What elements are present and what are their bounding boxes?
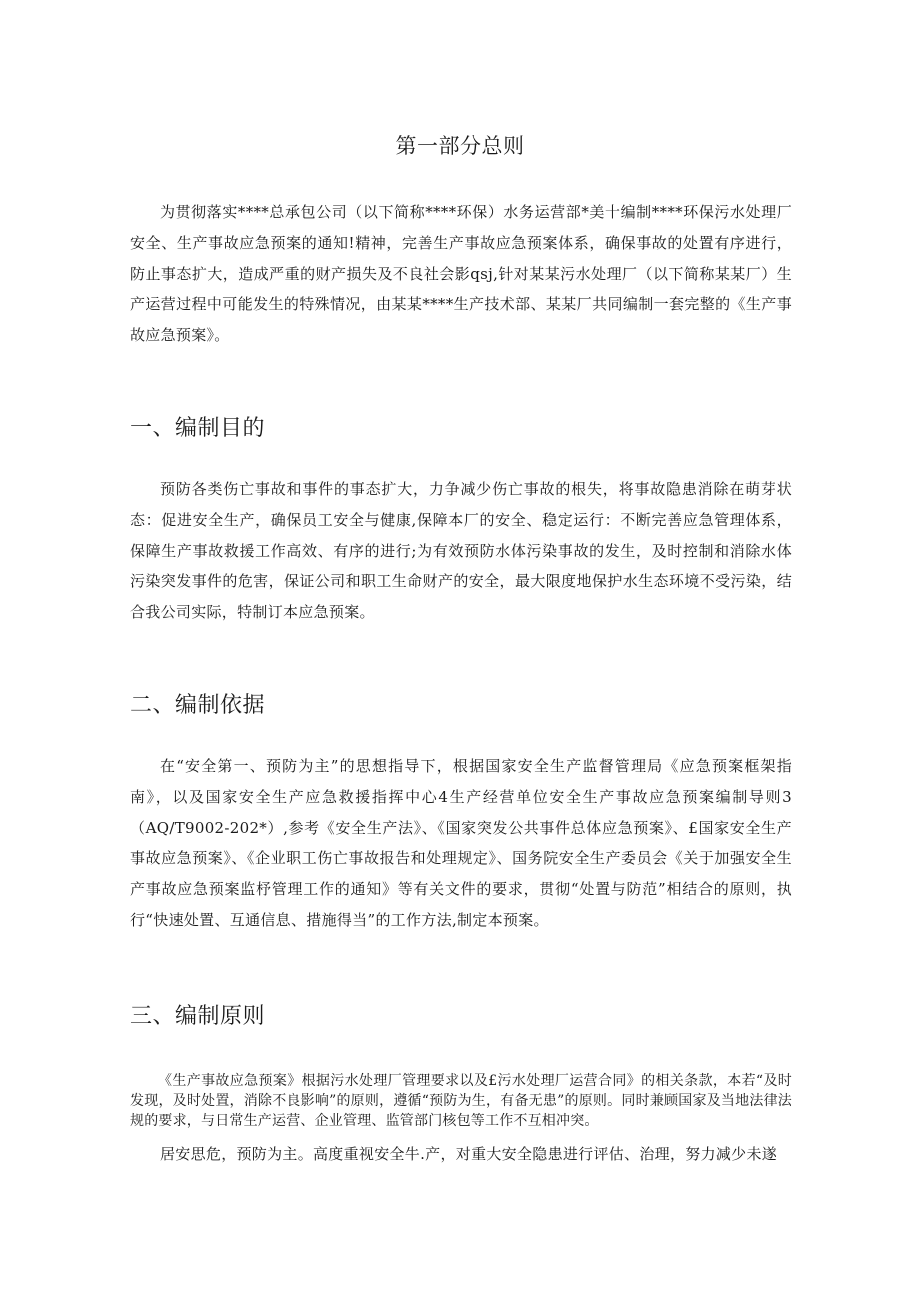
section-paragraph-principles-continued: 居安思危，预防为主。高度重视安全牛.产，对重大安全隐患进行评估、治理，努力减少未遂: [160, 1145, 778, 1163]
intro-paragraph: 为贯彻落实****总承包公司（以下简称****环保）水务运营部*美十编制****环保污水处理厂安全、生产事故应急预案的通知!精神，完善生产事故应急预案体系，确保事故的处置有序进行，防止事态扩大，造成严重的财产损失及不良社会影qsj,针对某某污水处理厂（以下简称某某厂）生产运营过程中可能发生的特殊情况，由某某****生产技术部、某某厂共同编制一套完整的《生产事故应急预案》。: [130, 203, 792, 345]
section-heading-basis: 二、编制依据: [130, 693, 266, 718]
section-paragraph-purpose: 预防各类伤亡事故和事件的事态扩大，力争减少伤亡事故的根失，将事故隐患消除在萌芽状态：促进安全生产，确保员工安全与健康,保障本厂的安全、稳定运行：不断完善应急管理体系，保障生产事故救援工作高效、有序的进行;为有效预防水体污染事故的发生，及时控制和消除水体污染突发事件的危害，保证公司和职工生命财产的安全，最大限度地保护水生态环境不受污染，结合我公司实际，特制订本应急预案。: [130, 480, 792, 622]
section-paragraph-principles: 《生产事故应急预案》根据污水处理厂管理要求以及£污水处理厂运营合同》的相关条款，本若“及时发现，及时处置，消除不良影响”的原则，遵循“预防为生，有备无患”的原则。同时兼顾国家及当地法律法规的要求，与日常生产运营、企业管理、监管部门核包等工作不互相冲突。: [130, 1073, 792, 1129]
page-title: 第一部分总则: [395, 134, 525, 158]
section-heading-principles: 三、编制原则: [130, 1004, 266, 1029]
section-heading-purpose: 一、编制目的: [130, 416, 266, 441]
section-paragraph-basis: 在“安全第一、预防为主”的思想指导下，根据国家安全生产监督管理局《应急预案框架指南》，以及国家安全生产应急救援指挥中心4生产经营单位安全生产事故应急预案编制导则3（AQ/T9002-202*）,参考《安全生产法》、《国家突发公共事件总体应急预案》、£国家安全生产事故应急预案》、《企业职工伤亡事故报告和处理规定》、国务院安全生产委员会《关于加强安全生产事故应急预案监杼管理工作的通知》等有关文件的要求，贯彻“处置与防范”相结合的原则，执行“快速处置、互通信息、措施得当”的工作方法,制定本预案。: [130, 757, 792, 929]
